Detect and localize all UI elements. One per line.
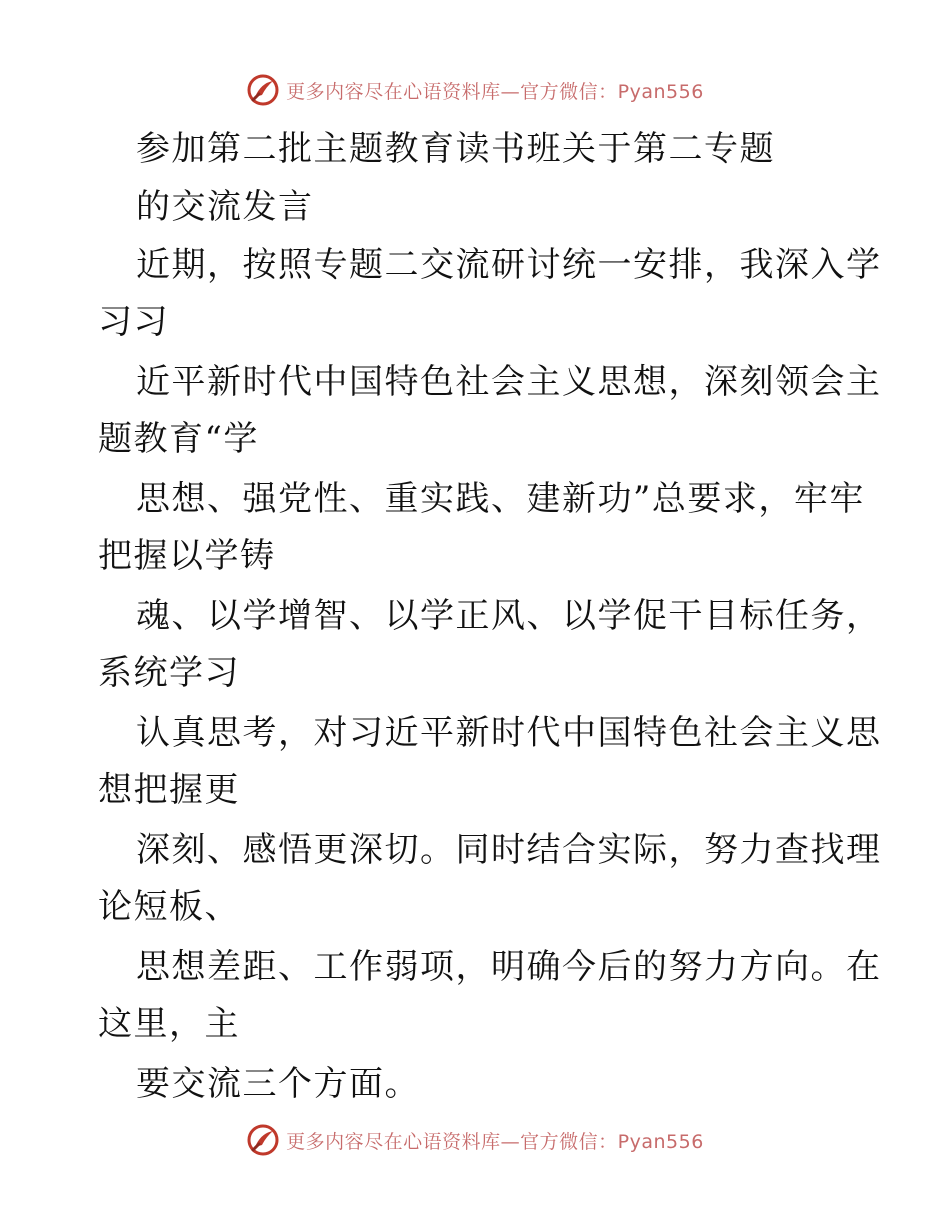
document-title-line-1: 参加第二批主题教育读书班关于第二专题 [136,129,775,169]
banner-text: 更多内容尽在心语资料库—官方微信：Pyan556 [286,1130,704,1153]
wechat-id: Pyan556 [617,80,704,103]
wechat-id: Pyan556 [617,1130,704,1153]
brush-logo-icon [246,1123,280,1157]
paragraph-line: 深刻、感悟更深切。同时结合实际，努力查找理 [136,830,882,870]
paragraph-line: 题教育“学 [98,419,259,459]
paragraph-line: 这里，主 [98,1004,240,1044]
header-banner [0,70,950,110]
paragraph-line: 认真思考，对习近平新时代中国特色社会主义思 [136,713,882,753]
paragraph-line: 魂、以学增智、以学正风、以学促干目标任务， [136,596,882,636]
paragraph-line: 要交流三个方面。 [136,1064,420,1104]
paragraph-line: 思想差距、工作弱项，明确今后的努力方向。在 [136,947,882,987]
paragraph-line: 论短板、 [98,887,240,927]
brush-logo-icon [246,73,280,107]
paragraph-line: 系统学习 [98,653,240,693]
banner-text: 更多内容尽在心语资料库—官方微信：Pyan556 [286,80,704,103]
paragraph-line: 思想、强党性、重实践、建新功”总要求，牢牢 [136,479,865,519]
paragraph-line: 近期，按照专题二交流研讨统一安排，我深入学 [136,245,882,285]
paragraph-line: 想把握更 [98,770,240,810]
paragraph-line: 近平新时代中国特色社会主义思想，深刻领会主 [136,362,882,402]
document-title-line-2: 的交流发言 [136,187,314,227]
paragraph-line: 习习 [98,302,169,342]
paragraph-line: 把握以学铸 [98,536,276,576]
footer-banner [0,1120,950,1160]
